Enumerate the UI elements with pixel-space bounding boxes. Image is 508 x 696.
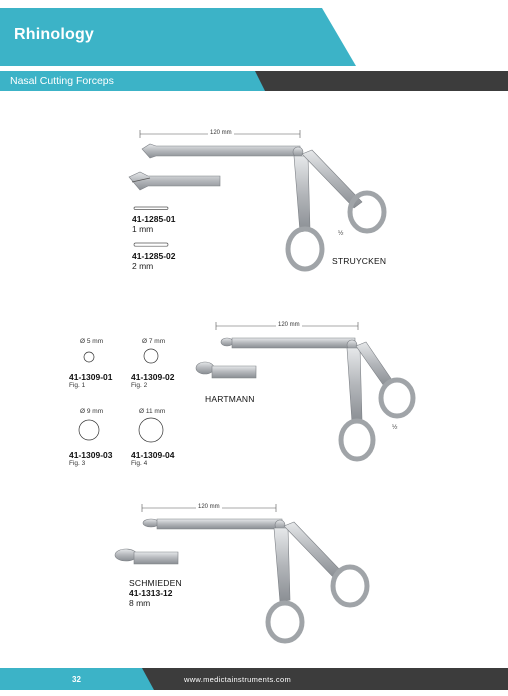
category-title: Nasal Cutting Forceps <box>10 75 114 87</box>
hartmann-fig-2: Fig. 2 <box>131 382 148 389</box>
hartmann-fig-3: Fig. 3 <box>69 460 86 467</box>
hartmann-code-1: 41-1309-01 <box>69 372 113 382</box>
schmieden-size: 8 mm <box>129 598 151 608</box>
struycken-forceps-drawing <box>129 130 387 269</box>
schmieden-name: SCHMIEDEN <box>129 578 182 588</box>
struycken-size-2: 2 mm <box>132 261 154 271</box>
struycken-scale: ½ <box>338 230 344 237</box>
section-title: Rhinology <box>14 26 95 43</box>
website-link[interactable]: www.medictainstruments.com <box>184 675 291 684</box>
hartmann-forceps-drawing <box>79 322 413 459</box>
hartmann-diameter-2: Ø 7 mm <box>142 338 166 345</box>
hartmann-dimension: 120 mm <box>278 322 300 328</box>
schmieden-code: 41-1313-12 <box>129 588 173 598</box>
hartmann-diameter-4: Ø 11 mm <box>139 408 166 415</box>
hartmann-fig-4: Fig. 4 <box>131 460 148 467</box>
hartmann-name: HARTMANN <box>205 394 255 404</box>
schmieden-forceps-drawing <box>115 504 367 641</box>
hartmann-code-4: 41-1309-04 <box>131 450 175 460</box>
schmieden-dimension: 120 mm <box>198 504 220 510</box>
hartmann-diameter-1: Ø 5 mm <box>80 338 104 345</box>
struycken-size-1: 1 mm <box>132 224 154 234</box>
hartmann-code-2: 41-1309-02 <box>131 372 175 382</box>
hartmann-code-3: 41-1309-03 <box>69 450 113 460</box>
struycken-code-2: 41-1285-02 <box>132 251 176 261</box>
struycken-name: STRUYCKEN <box>332 256 387 266</box>
hartmann-fig-1: Fig. 1 <box>69 382 86 389</box>
hartmann-scale: ½ <box>392 424 398 431</box>
hartmann-diameter-3: Ø 9 mm <box>80 408 104 415</box>
struycken-dimension: 120 mm <box>210 130 232 136</box>
struycken-code-1: 41-1285-01 <box>132 214 176 224</box>
page-number: 32 <box>72 675 81 684</box>
